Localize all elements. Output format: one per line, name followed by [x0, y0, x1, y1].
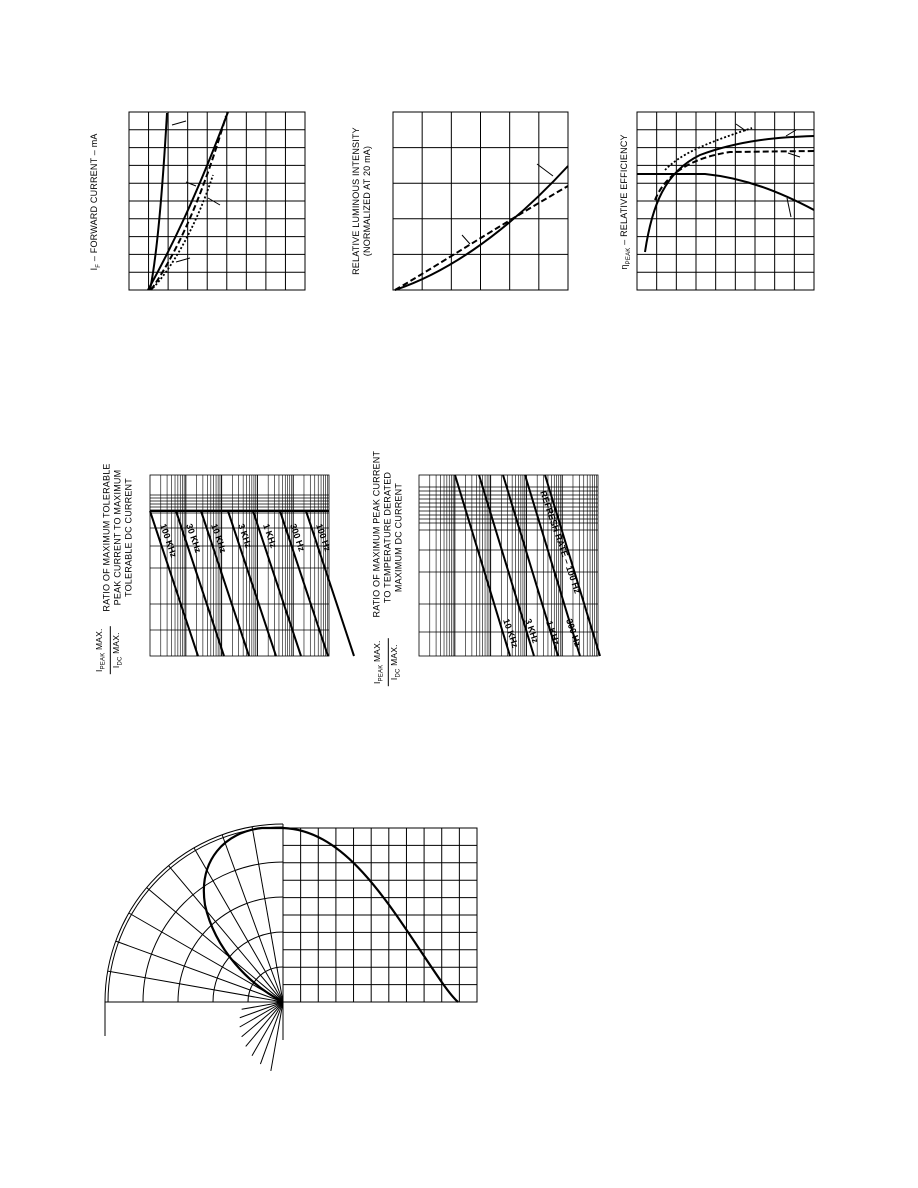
peak-current-ratio-curve-label: 3 KHz: [236, 522, 254, 550]
peak-current-ratio-curve-label: 30 KHz: [184, 522, 204, 555]
relative-efficiency-axis-label: $\eta_{PEAK}$ – RELATIVE EFFICIENCY: [619, 134, 632, 270]
derated-current-ratio-axis-label: RATIO OF MAXIMUM PEAK CURRENT TO TEMPERATURE DERATED MAXIMUM DC CURRENT: [371, 450, 404, 618]
derated-current-ratio-curve-label: 3 KHz: [523, 617, 541, 645]
derated-current-ratio-curve-label: 300 Hz: [564, 617, 583, 648]
derated-current-ratio-refresh-label: REFRESH RATE – 100 Hz: [538, 489, 583, 595]
peak-current-ratio-fraction: $I_{PEAK}$ MAX. $I_{DC}$ MAX.: [93, 628, 124, 672]
derated-current-ratio-curve-label: 1 KHz: [544, 619, 562, 647]
peak-current-ratio-curve-label: 10 KHz: [209, 522, 229, 555]
peak-current-ratio-curve-label: 100 KHz: [158, 522, 179, 559]
derated-current-ratio-curve-label: 10 KHz: [501, 617, 521, 650]
peak-current-ratio-curve-label: 1 KHz: [261, 522, 279, 550]
forward-current-axis-label: $I_F$ – FORWARD CURRENT – mA: [89, 133, 102, 271]
peak-current-ratio-curve-label: 300 Hz: [288, 522, 307, 553]
derated-current-ratio-fraction: $I_{PEAK}$ MAX. $I_{DC}$ MAX.: [371, 640, 402, 684]
radiation-pattern-polar-lobe: [204, 828, 283, 1002]
luminous-intensity-axis-label: RELATIVE LUMINOUS INTENSITY (NORMALIZED AT 20 mA): [351, 127, 372, 275]
peak-current-ratio-curve-label: 100 Hz: [314, 522, 333, 553]
peak-current-ratio-axis-label: RATIO OF MAXIMUM TOLERABLE PEAK CURRENT TO MAXIMUM TOLERABLE DC CURRENT: [101, 463, 134, 612]
